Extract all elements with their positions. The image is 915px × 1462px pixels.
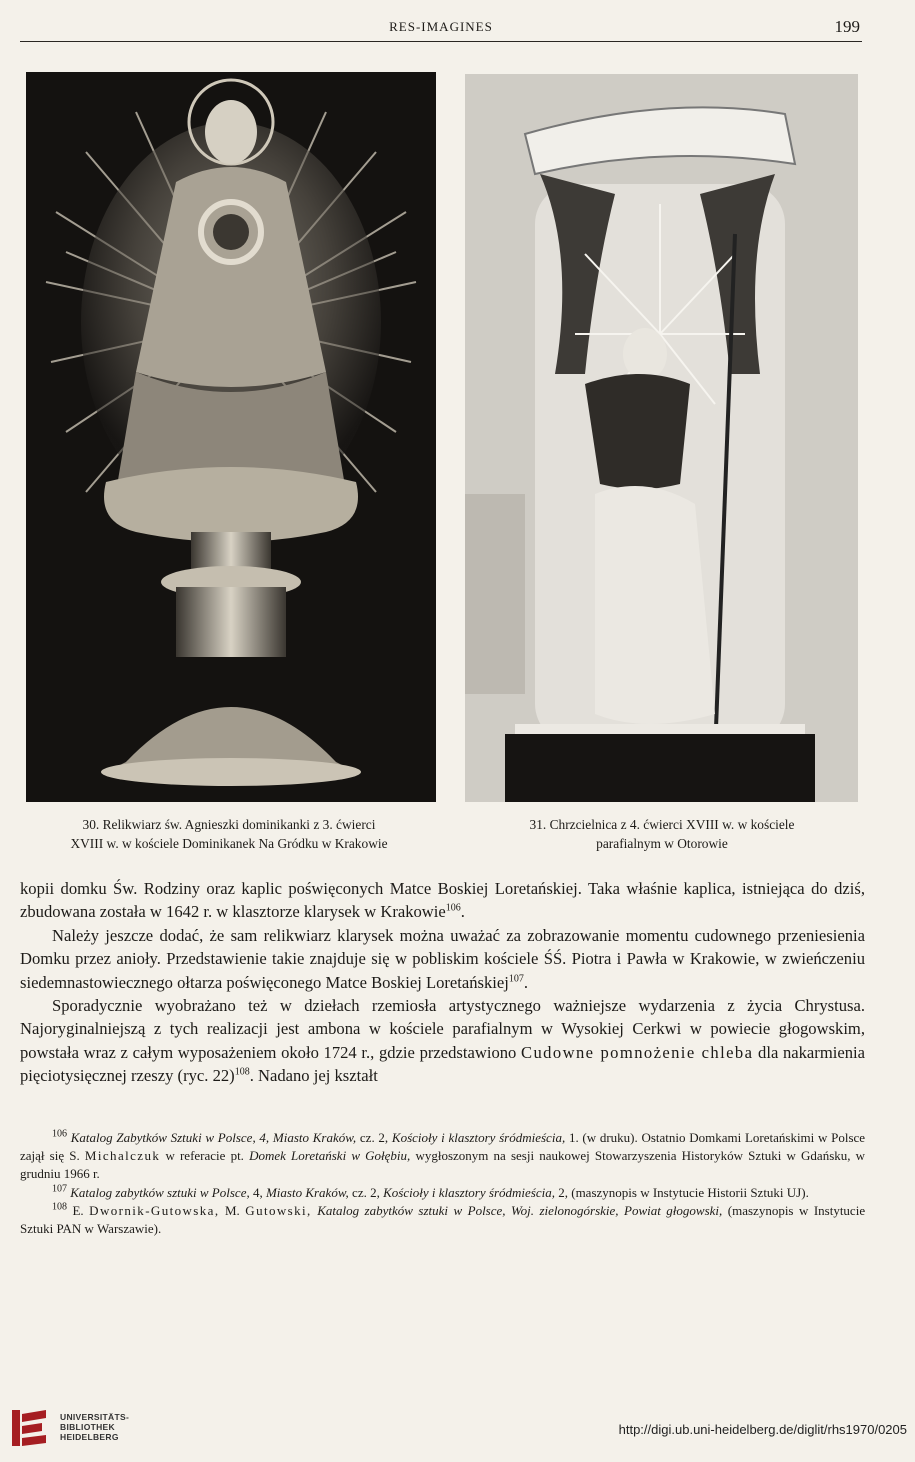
baptismal-font-illustration (465, 74, 858, 802)
library-name (60, 1412, 129, 1442)
paragraph-1-end: . (460, 902, 465, 922)
footnote-106-number: 106 (52, 1128, 67, 1140)
footnote-106-text-a: cz. 2, (359, 1130, 389, 1145)
paragraph-3-spaced-title: Cudowne pomnożenie chleba (521, 1042, 754, 1062)
running-head (20, 17, 862, 42)
figure-30-photo (26, 72, 436, 802)
figure-30-caption (6, 815, 452, 853)
library-name-line3: HEIDELBERG (60, 1432, 119, 1442)
footnote-107-text-c: 2, (maszynopis w Instytucie Historii Sztuki UJ). (558, 1184, 809, 1200)
footnote-106 (20, 1129, 865, 1184)
footnote-108-text-b: M. (224, 1202, 240, 1218)
paragraph-3-text-a: Sporadycznie wyobrażano też w dziełach rzemiosła artystycznego ważniejsze wydarzenia z życia Chrystusa. Najoryginalniejszą z tych realizacji jest ambona w kościele parafialnym w Wysokiej Cerkwi w powiecie głogowskim, powstała wraz z całym wyposażeniem około 1724 r., gdzie przedstawiono (20, 996, 865, 1062)
reliquary-illustration (26, 72, 436, 802)
source-url-link[interactable]: http://digi.ub.uni-heidelberg.de/diglit/rhs1970/0205 (618, 1422, 907, 1437)
footnote-106-italic-b: Kościoły i klasztory śródmieścia, (391, 1130, 566, 1145)
footnote-107-title: Katalog zabytków sztuki w Polsce, (70, 1184, 250, 1200)
footnote-108 (20, 1202, 865, 1238)
paragraph-2-text: Należy jeszcze dodać, że sam relikwiarz klarysek można uważać za zobrazowanie momentu cudownego przeniesienia Domku przez anioły. Przedstawienie takie znajduje się w pobliskim kościele ŚŚ. Piotra i Pawła w Krakowie, w zwieńczeniu siedemnastowiecznego ołtarza poświęconego Matce Boskiej Loretańskiej (20, 925, 865, 992)
figure-31-caption-line1: 31. Chrzcielnica z 4. ćwierci XVIII w. w kościele (529, 817, 795, 832)
figure-31-photo (465, 74, 858, 802)
footnote-106-italic-c: Domek Loretański w Gołębiu, (249, 1148, 411, 1164)
footnote-ref-108: 108 (234, 1066, 250, 1078)
footnote-106-title: Katalog Zabytków Sztuki w Polsce, 4, Miasto Kraków, (70, 1130, 357, 1145)
running-title: RES-IMAGINES (389, 19, 493, 34)
footnote-107 (20, 1184, 865, 1202)
footnote-106-author: Michalczuk (84, 1148, 161, 1164)
paragraph-3 (20, 994, 865, 1088)
body-text (20, 877, 865, 1088)
paragraph-3-text-b: dla nakarmienia pięciotysięcznej rzeszy (ryc. 22) (20, 1042, 865, 1086)
paragraph-2-end: . (523, 972, 529, 992)
footnotes (20, 1129, 865, 1238)
footnote-108-text-a: E. (72, 1202, 84, 1218)
page-number: 199 (834, 17, 860, 36)
footnote-108-text-c: (maszynopis w Instytucie Sztuki PAN w Warszawie). (20, 1202, 866, 1237)
footnote-ref-107: 107 (508, 973, 524, 985)
figure-30-caption-line1: 30. Relikwiarz św. Agnieszki dominikanki z 3. ćwierci (82, 817, 376, 832)
footnote-108-italic-c: Katalog zabytków sztuki w Polsce, Woj. zielonogórskie, Powiat głogowski, (317, 1202, 723, 1218)
footnote-107-text-a: 4, (252, 1184, 263, 1200)
paragraph-2 (20, 924, 865, 994)
figure-31-caption (462, 815, 862, 853)
footnote-107-italic-b: Miasto Kraków, (265, 1184, 349, 1200)
paragraph-1-text: kopii domku Św. Rodziny oraz kaplic poświęconych Matce Boskiej Loretańskiej. Taka właśnie kaplica, istniejąca do dziś, zbudowana została w 1642 r. w klasztorze klarysek w Krakowie (20, 879, 865, 922)
footnote-107-number: 107 (52, 1183, 67, 1195)
footnote-107-italic-c: Kościoły i klasztory śródmieścia, (383, 1184, 555, 1200)
figure-30-caption-line2: XVIII w. w kościele Dominikanek Na Gródku w Krakowie (70, 836, 388, 851)
figure-31-caption-line2: parafialnym w Otorowie (596, 836, 728, 851)
paragraph-3-text-c: . Nadano jej kształt (249, 1066, 378, 1086)
footnote-106-text-d: wygłoszonym na sesji naukowej Stowarzyszenia Historyków Sztuki w Gdańsku, w grudniu 1966 r. (20, 1148, 866, 1182)
library-logo-icon (8, 1404, 56, 1452)
footnote-ref-106: 106 (445, 902, 461, 914)
footnote-106-text-c: w referacie pt. (165, 1148, 244, 1164)
footnote-108-author-a: Dwornik-Gutowska, (89, 1202, 220, 1218)
footnote-108-number: 108 (52, 1201, 67, 1213)
paragraph-1 (20, 877, 865, 924)
footnote-108-author-b: Gutowski, (245, 1202, 312, 1218)
footnote-107-text-b: cz. 2, (352, 1184, 380, 1200)
library-name-line2: BIBLIOTHEK (60, 1422, 115, 1432)
library-name-line1: UNIVERSITÄTS- (60, 1412, 130, 1422)
footnote-106-text-b: 1. (w druku). Ostatnio Domkami Loretańskimi w Polsce zajął się S. (20, 1130, 866, 1164)
